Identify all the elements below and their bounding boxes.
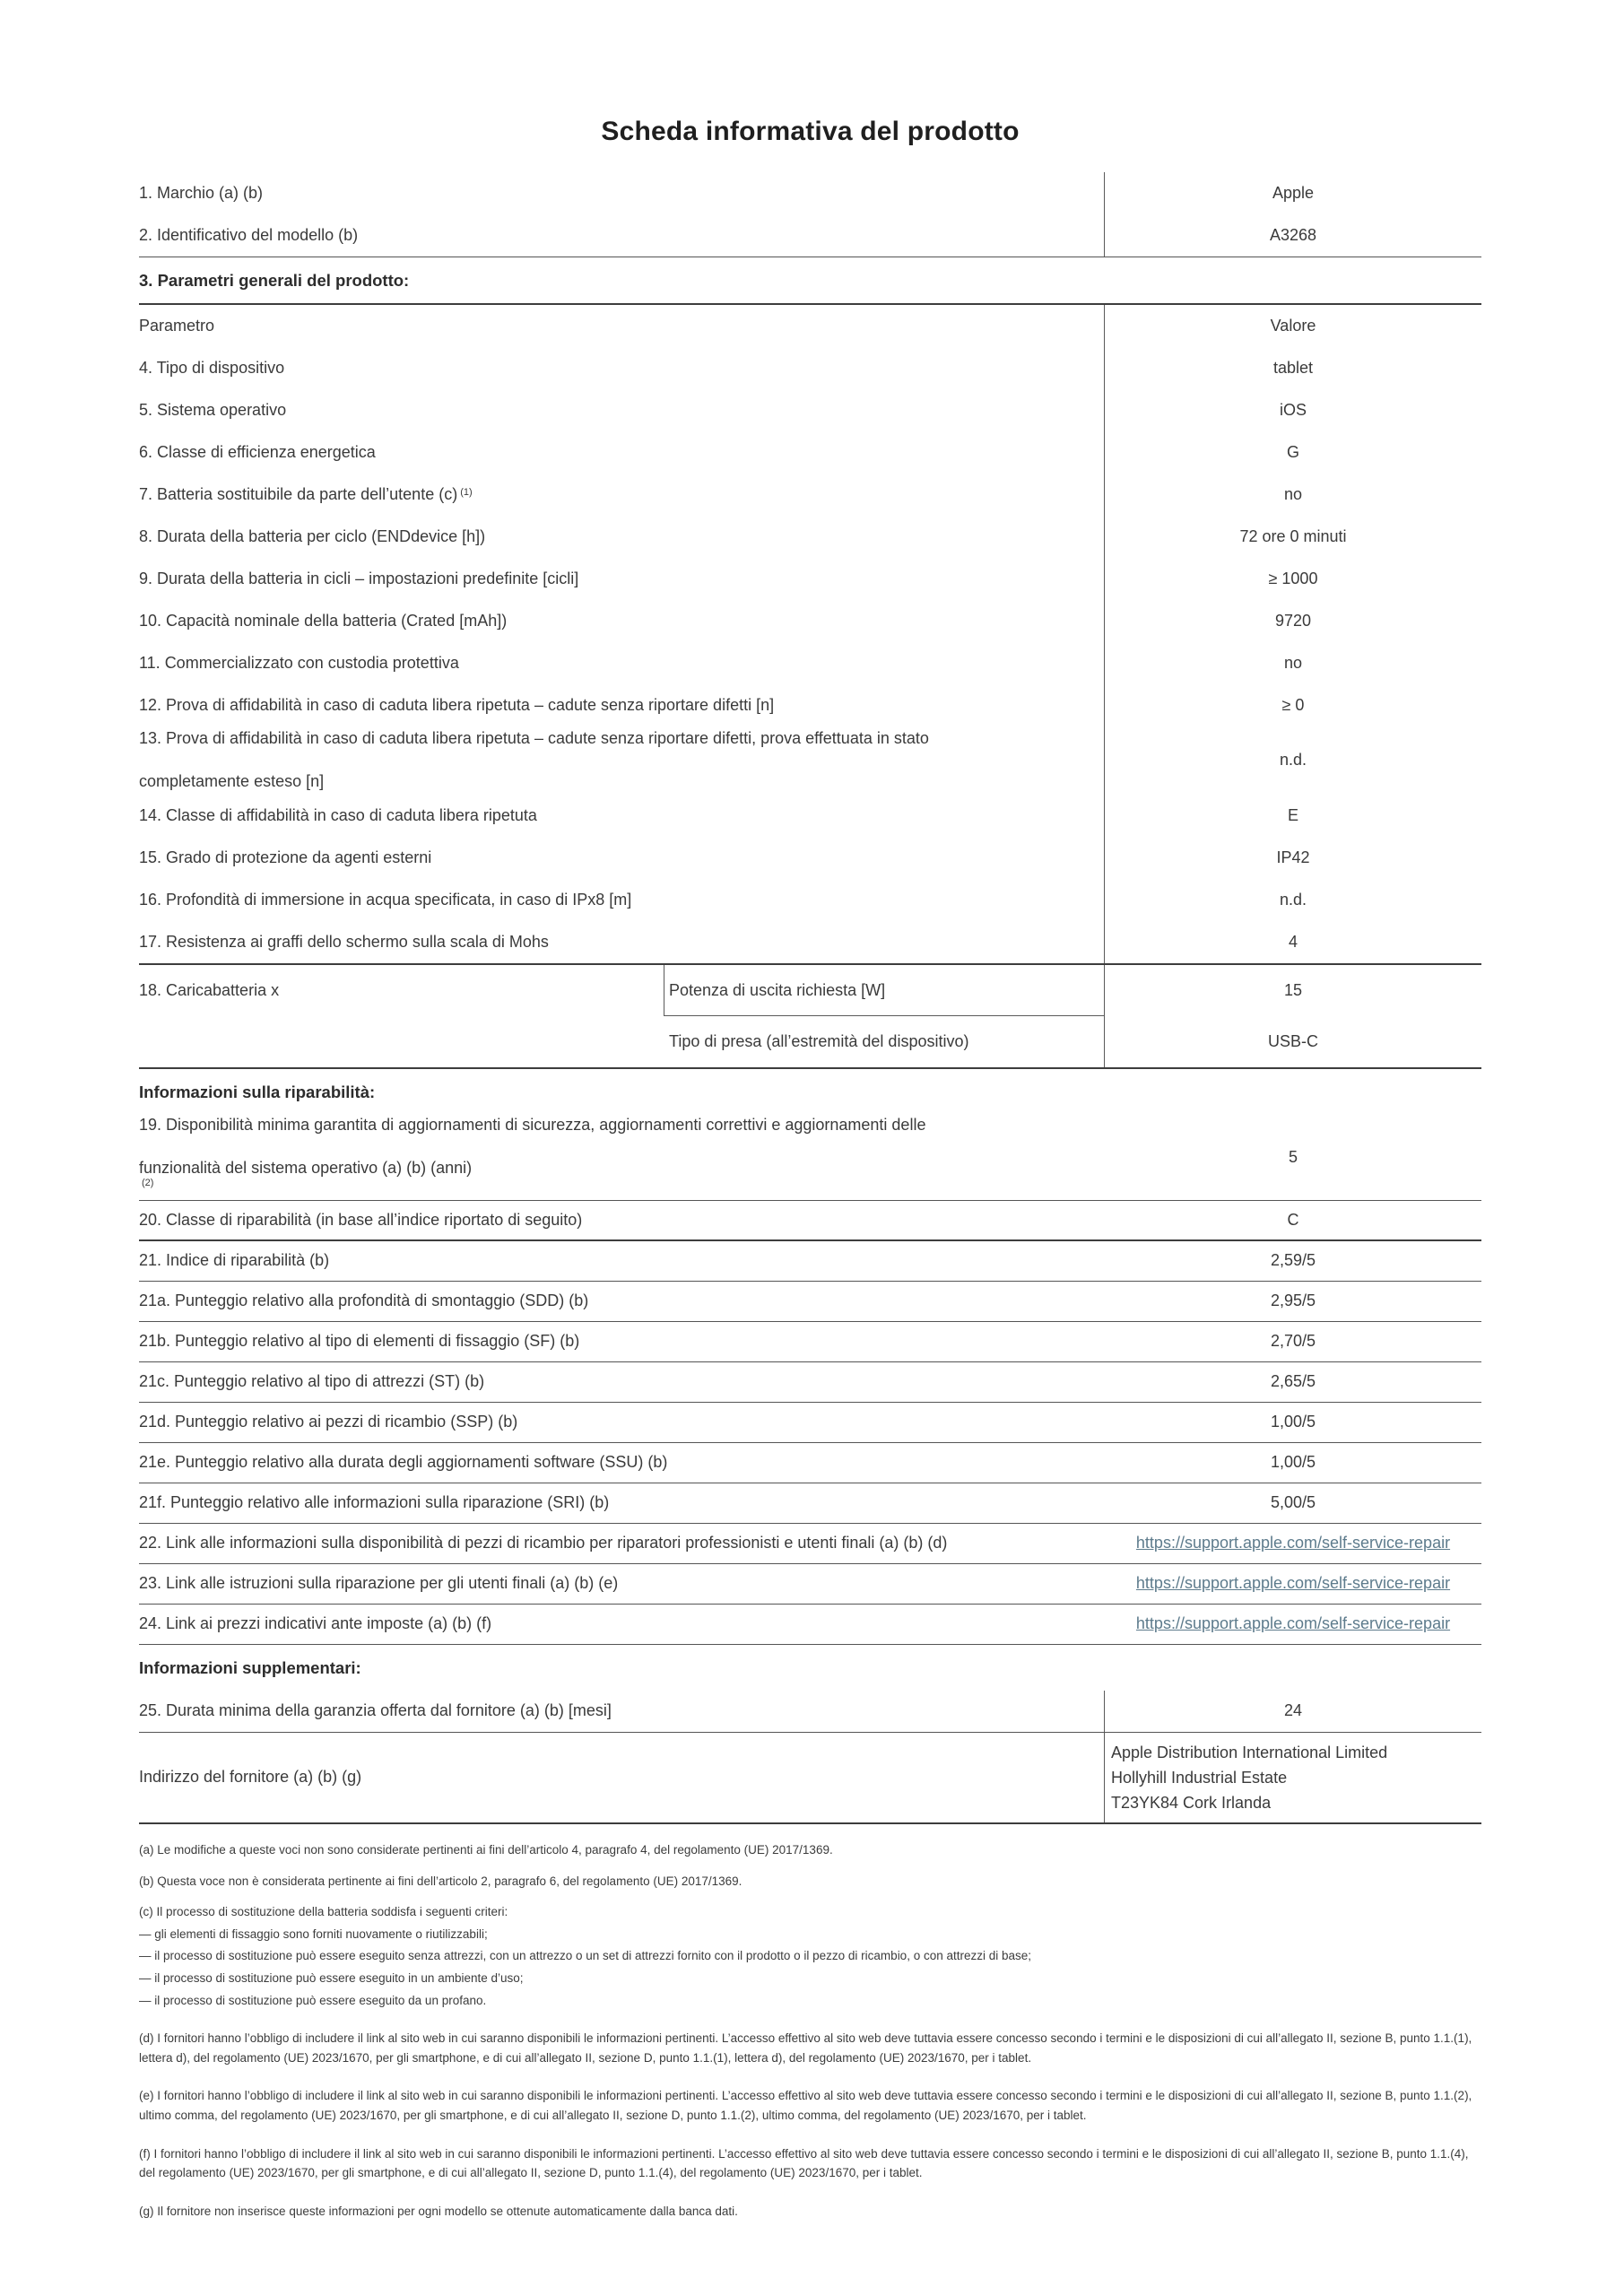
footnote-ref-1: (1): [460, 487, 473, 499]
table-row: [139, 1403, 1481, 1443]
charger-value: 15: [1283, 981, 1303, 999]
row-value: A3268: [1269, 225, 1317, 244]
row-value: 2,65/5: [1270, 1372, 1316, 1391]
row-value: iOS: [1279, 400, 1307, 419]
row-label: 1. Marchio (a) (b): [139, 172, 1105, 214]
table-row-link: [139, 1605, 1481, 1645]
footnote-d: (d) I fornitori hanno l’obbligo di includere il link al sito web in cui saranno disponibili le informazioni pertinenti. L’accesso effettivo al sito web deve tuttavia essere concesso secondo i termini e le disposizioni di cui all’allegato II, sezione B, punto 1.1.(1), lettera d), del regolamento (UE) 2023/1670, per gli smartphone, e di cui all’allegato II, sezione D, punto 1.1.(1), lettera d), del regolamento (UE) 2023/1670, per i tablet.: [139, 2031, 1472, 2065]
row-label: 21c. Punteggio relativo al tipo di attrezzi (ST) (b): [139, 1372, 485, 1391]
row-label: 8. Durata della batteria per ciclo (ENDdevice [h]): [139, 516, 1105, 558]
row-label: 25. Durata minima della garanzia offerta dal fornitore (a) (b) [mesi]: [139, 1691, 1105, 1732]
row-label: 5. Sistema operativo: [139, 389, 1105, 431]
row-value: n.d.: [1279, 890, 1307, 909]
table-row-header: [139, 305, 1481, 347]
row-label: 11. Commercializzato con custodia protettiva: [139, 642, 1105, 684]
row-value: E: [1287, 805, 1298, 824]
page-title: Scheda informativa del prodotto: [601, 117, 1020, 146]
table-row: [139, 726, 1481, 795]
row-value: ≥ 1000: [1268, 569, 1318, 587]
table-row: [139, 837, 1481, 879]
row-value: [1105, 1524, 1481, 1563]
table-row: [139, 684, 1481, 726]
row-label: 7. Batteria sostituibile da parte dell’utente (c) $^{(1)}$: [139, 474, 1105, 516]
charger-label: 18. Caricabatteria x: [139, 965, 664, 1016]
row-label: 4. Tipo di dispositivo: [139, 347, 1105, 389]
table-row-link: [139, 1564, 1481, 1605]
row-label: 2. Identificativo del modello (b): [139, 214, 1105, 257]
row-label: 10. Capacità nominale della batteria (Crated [mAh]): [139, 600, 1105, 642]
footnote-c-item: — il processo di sostituzione può essere eseguito senza attrezzi, con un attrezzo o un set di attrezzi fornito con il prodotto o il pezzo di ricambio, o con attrezzi di base;: [139, 1949, 1032, 1963]
table-row: [139, 879, 1481, 921]
row-value: tablet: [1272, 358, 1314, 377]
row-value: 2,70/5: [1270, 1332, 1316, 1351]
row-label: 21b. Punteggio relativo al tipo di elementi di fissaggio (SF) (b): [139, 1332, 580, 1351]
repair-instructions-link[interactable]: https://support.apple.com/self-service-repair: [1135, 1574, 1451, 1593]
footnote-g: (g) Il fornitore non inserisce queste informazioni per ogni modello se ottenute automaticamente dalla banca dati.: [139, 2204, 738, 2218]
address-line: T23YK84 Cork Irlanda: [1111, 1794, 1272, 1812]
footnote-ref-2: (2): [142, 1178, 154, 1189]
footnote-b: (b) Questa voce non è considerata pertinente ai fini dell’articolo 2, paragrafo 6, del regolamento (UE) 2017/1369.: [139, 1874, 743, 1888]
table-row: [139, 1115, 1481, 1201]
row-value: 2,95/5: [1270, 1292, 1316, 1310]
footnote-f: (f) I fornitori hanno l’obbligo di includere il link al sito web in cui saranno disponibili le informazioni pertinenti. L’accesso effettivo al sito web deve tuttavia essere concesso secondo i termini e le disposizioni di cui all’allegato II, sezione B, punto 1.1.(4), del regolamento (UE) 2023/1670, per gli smartphone, e di cui all’allegato II, sezione D, punto 1.1.(4), del regolamento (UE) 2023/1670, per i tablet.: [139, 2146, 1469, 2180]
row-value: n.d.: [1279, 751, 1307, 770]
row-label: 20. Classe di riparabilità (in base all’indice riportato di seguito): [139, 1210, 583, 1229]
table-row: [139, 474, 1481, 516]
column-header-valore: Valore: [1270, 316, 1316, 335]
section-heading-repairability: Informazioni sulla riparabilità:: [139, 1083, 376, 1101]
table-row: [139, 1322, 1481, 1362]
row-value: 1,00/5: [1270, 1453, 1316, 1472]
row-label: 23. Link alle istruzioni sulla riparazione per gli utenti finali (a) (b) (e): [139, 1574, 619, 1593]
row-value: 24: [1283, 1701, 1303, 1720]
row-label: 21a. Punteggio relativo alla profondità di smontaggio (SDD) (b): [139, 1292, 589, 1310]
table-row: [139, 516, 1481, 558]
row-label: 21. Indice di riparabilità (b): [139, 1251, 330, 1270]
identity-table: [139, 172, 1481, 257]
table-row-model: [139, 214, 1481, 257]
row-label: Indirizzo del fornitore (a) (b) (g): [139, 1733, 1105, 1822]
charger-param: Tipo di presa (all’estremità del dispositivo): [664, 1016, 1105, 1067]
table-row: [139, 1443, 1481, 1483]
table-row: [139, 795, 1481, 837]
table-row: [139, 600, 1481, 642]
row-label: 17. Resistenza ai graffi dello schermo sulla scala di Mohs: [139, 921, 1105, 963]
footnote-a: (a) Le modifiche a queste voci non sono considerate pertinenti ai fini dell’articolo 4, paragrafo 4, del regolamento (UE) 2017/1369.: [139, 1843, 833, 1857]
row-value: 4: [1288, 932, 1298, 951]
row-label: 19. Disponibilità minima garantita di aggiornamenti di sicurezza, aggiornamenti correttivi e aggiornamenti delle funzionalità del sistema operativo (a) (b) (anni) $^{(2)}$: [139, 1116, 926, 1189]
row-label: 13. Prova di affidabilità in caso di caduta libera ripetuta – cadute senza riportare difetti, prova effettuata in stato completamente esteso [n]: [139, 726, 1105, 795]
row-label: 21e. Punteggio relativo alla durata degli aggiornamenti software (SSU) (b): [139, 1453, 668, 1472]
general-parameters-table: [139, 303, 1481, 963]
table-row: [139, 921, 1481, 963]
column-header-parametro: Parametro: [139, 305, 1105, 347]
section-heading-supplementary: Informazioni supplementari:: [139, 1658, 361, 1677]
table-row: [139, 431, 1481, 474]
row-value: 72 ore 0 minuti: [1239, 526, 1347, 545]
sheet-content: [139, 0, 1481, 2221]
table-row: [139, 347, 1481, 389]
row-value: 2,59/5: [1270, 1251, 1316, 1270]
table-row: [139, 642, 1481, 684]
row-value: IP42: [1276, 848, 1310, 866]
table-row: [139, 1362, 1481, 1403]
row-label: 14. Classe di affidabilità in caso di caduta libera ripetuta: [139, 795, 1105, 837]
charger-value: USB-C: [1267, 1032, 1318, 1050]
row-value: 1,00/5: [1270, 1413, 1316, 1431]
row-label: 21f. Punteggio relativo alle informazioni sulla riparazione (SRI) (b): [139, 1493, 610, 1512]
row-label: 12. Prova di affidabilità in caso di caduta libera ripetuta – cadute senza riportare difetti [n]: [139, 684, 1105, 726]
footnote-e: (e) I fornitori hanno l’obbligo di includere il link al sito web in cui saranno disponibili le informazioni pertinenti. L’accesso effettivo al sito web deve tuttavia essere concesso secondo i termini e le disposizioni di cui all’allegato II, sezione B, punto 1.1.(2), ultimo comma, del regolamento (UE) 2023/1670, per gli smartphone, e di cui all’allegato II, sezione D, punto 1.1.(2), ultimo comma, del regolamento (UE) 2023/1670, per i tablet.: [139, 2089, 1472, 2122]
row-label: 6. Classe di efficienza energetica: [139, 431, 1105, 474]
table-row-link: [139, 1524, 1481, 1564]
row-label: 22. Link alle informazioni sulla disponibilità di pezzi di ricambio per riparatori professionisti e utenti finali (a) (b) (d): [139, 1534, 948, 1552]
charger-table: [139, 963, 1481, 1069]
row-value: C: [1287, 1210, 1299, 1229]
row-label: 15. Grado di protezione da agenti esterni: [139, 837, 1105, 879]
footnotes-section: [139, 1840, 1481, 2221]
table-row: [139, 558, 1481, 600]
charger-param: Potenza di uscita richiesta [W]: [664, 965, 1105, 1016]
table-row-brand: [139, 172, 1481, 214]
repairability-table: [139, 1115, 1481, 1645]
row-label: 24. Link ai prezzi indicativi ante imposte (a) (b) (f): [139, 1614, 492, 1633]
row-value: no: [1283, 653, 1303, 672]
address-line: Hollyhill Industrial Estate: [1111, 1769, 1288, 1787]
indicative-prices-link[interactable]: https://support.apple.com/self-service-repair: [1135, 1614, 1451, 1633]
row-value: G: [1286, 442, 1299, 461]
table-row-supplier-address: [139, 1733, 1481, 1822]
row-value: 9720: [1274, 611, 1312, 630]
table-row: [139, 389, 1481, 431]
table-row: [139, 1241, 1481, 1282]
row-value: 5: [1288, 1147, 1298, 1166]
row-label: 9. Durata della batteria in cicli – impostazioni predefinite [cicli]: [139, 558, 1105, 600]
footnote-c-item: — il processo di sostituzione può essere eseguito da un profano.: [139, 1993, 487, 2007]
supplier-address: [1105, 1733, 1481, 1822]
row-value: Apple: [1272, 183, 1315, 202]
table-row: [139, 1483, 1481, 1524]
footnote-c: (c) Il processo di sostituzione della batteria soddisfa i seguenti criteri:: [139, 1905, 508, 1919]
table-row-warranty: [139, 1691, 1481, 1733]
row-label: 16. Profondità di immersione in acqua specificata, in caso di IPx8 [m]: [139, 879, 1105, 921]
section-heading-general: 3. Parametri generali del prodotto:: [139, 271, 410, 290]
row-label: 21d. Punteggio relativo ai pezzi di ricambio (SSP) (b): [139, 1413, 518, 1431]
table-row: [139, 1201, 1481, 1241]
row-value: [1105, 1564, 1481, 1604]
supplementary-table: [139, 1691, 1481, 1824]
table-row: [139, 1282, 1481, 1322]
footnote-c-item: — gli elementi di fissaggio sono forniti nuovamente o riutilizzabili;: [139, 1926, 488, 1941]
row-value: ≥ 0: [1281, 695, 1305, 714]
footnote-c-item: — il processo di sostituzione può essere eseguito in un ambiente d’uso;: [139, 1970, 524, 1985]
row-value: 5,00/5: [1270, 1493, 1316, 1512]
address-line: Apple Distribution International Limited: [1111, 1744, 1388, 1761]
row-value: no: [1283, 484, 1303, 503]
spare-parts-link[interactable]: https://support.apple.com/self-service-repair: [1135, 1534, 1451, 1552]
row-value: [1105, 1605, 1481, 1644]
